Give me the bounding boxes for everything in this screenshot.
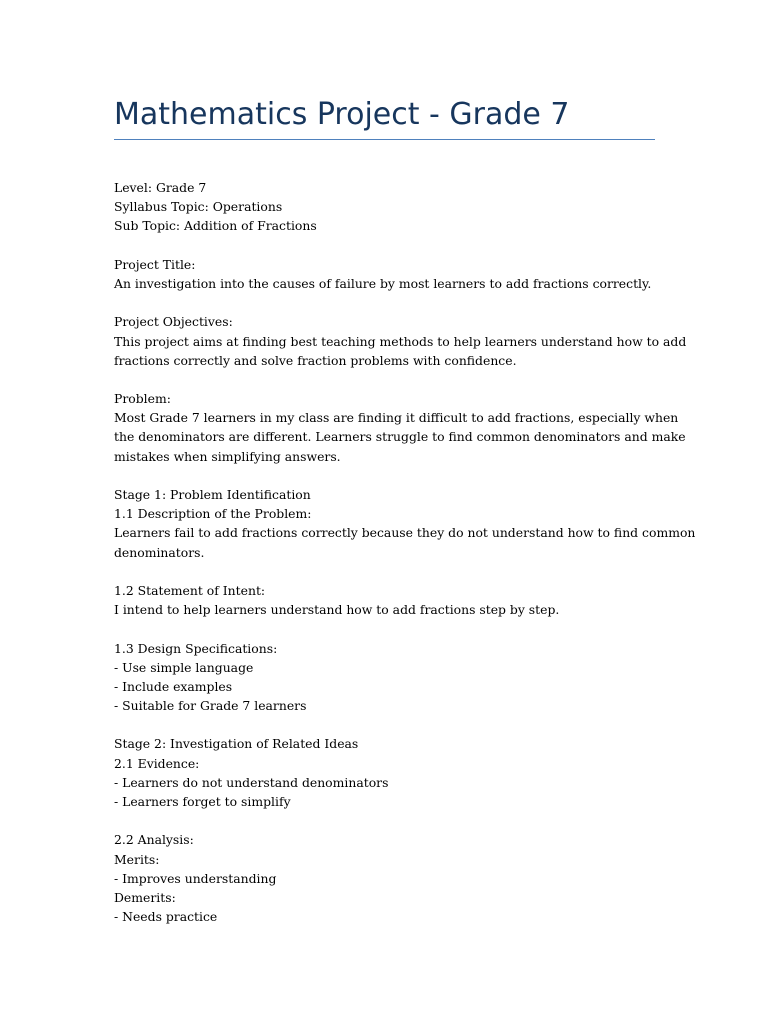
document-body (114, 178, 696, 926)
paragraph-gap (114, 811, 659, 830)
problem-text: the denominators are different. Learners struggle to find common denominators and make (114, 429, 686, 445)
title-underline (114, 139, 655, 140)
analysis-label: 2.2 Analysis: (114, 832, 194, 848)
paragraph-gap (114, 562, 659, 581)
paragraph-gap (114, 715, 659, 734)
evidence-label: 2.1 Evidence: (114, 755, 200, 771)
objectives-text: This project aims at finding best teaching methods to help learners understand how to add (114, 333, 687, 349)
paragraph-gap (114, 370, 659, 389)
specification-item: - Use simple language (114, 659, 254, 675)
objectives-text: fractions correctly and solve fraction problems with confidence. (114, 352, 517, 368)
problem-text: Most Grade 7 learners in my class are finding it difficult to add fractions, especially when (114, 410, 679, 426)
level-line: Level: Grade 7 (114, 180, 207, 195)
problem-label: Problem: (114, 391, 171, 407)
paragraph-gap (114, 466, 659, 485)
problem-text: mistakes when simplifying answers. (114, 448, 341, 464)
specifications-label: 1.3 Design Specifications: (114, 640, 278, 656)
intent-label: 1.2 Statement of Intent: (114, 582, 266, 598)
intent-text: I intend to help learners understand how to add fractions step by step. (114, 602, 560, 618)
syllabus-topic-line: Syllabus Topic: Operations (114, 199, 283, 215)
merit-item: - Improves understanding (114, 870, 277, 886)
project-title-text: An investigation into the causes of failure by most learners to add fractions correctly. (114, 275, 652, 291)
paragraph-gap (114, 236, 659, 255)
document-title: Mathematics Project - Grade 7 (114, 97, 570, 132)
description-label: 1.1 Description of the Problem: (114, 506, 312, 522)
description-text: Learners fail to add fractions correctly because they do not understand how to find common (114, 525, 696, 541)
merits-label: Merits: (114, 851, 160, 867)
specification-item: - Suitable for Grade 7 learners (114, 698, 307, 714)
paragraph-gap (114, 619, 659, 638)
demerit-item: - Needs practice (114, 909, 218, 925)
project-title-label: Project Title: (114, 256, 196, 272)
stage1-heading: Stage 1: Problem Identification (114, 487, 311, 502)
objectives-label: Project Objectives: (114, 314, 233, 330)
demerits-label: Demerits: (114, 889, 176, 905)
paragraph-gap (114, 293, 659, 312)
specification-item: - Include examples (114, 678, 233, 694)
description-text: denominators. (114, 544, 205, 560)
evidence-item: - Learners do not understand denominators (114, 774, 389, 790)
evidence-item: - Learners forget to simplify (114, 794, 291, 809)
stage2-heading: Stage 2: Investigation of Related Ideas (114, 736, 359, 752)
sub-topic-line: Sub Topic: Addition of Fractions (114, 218, 317, 234)
